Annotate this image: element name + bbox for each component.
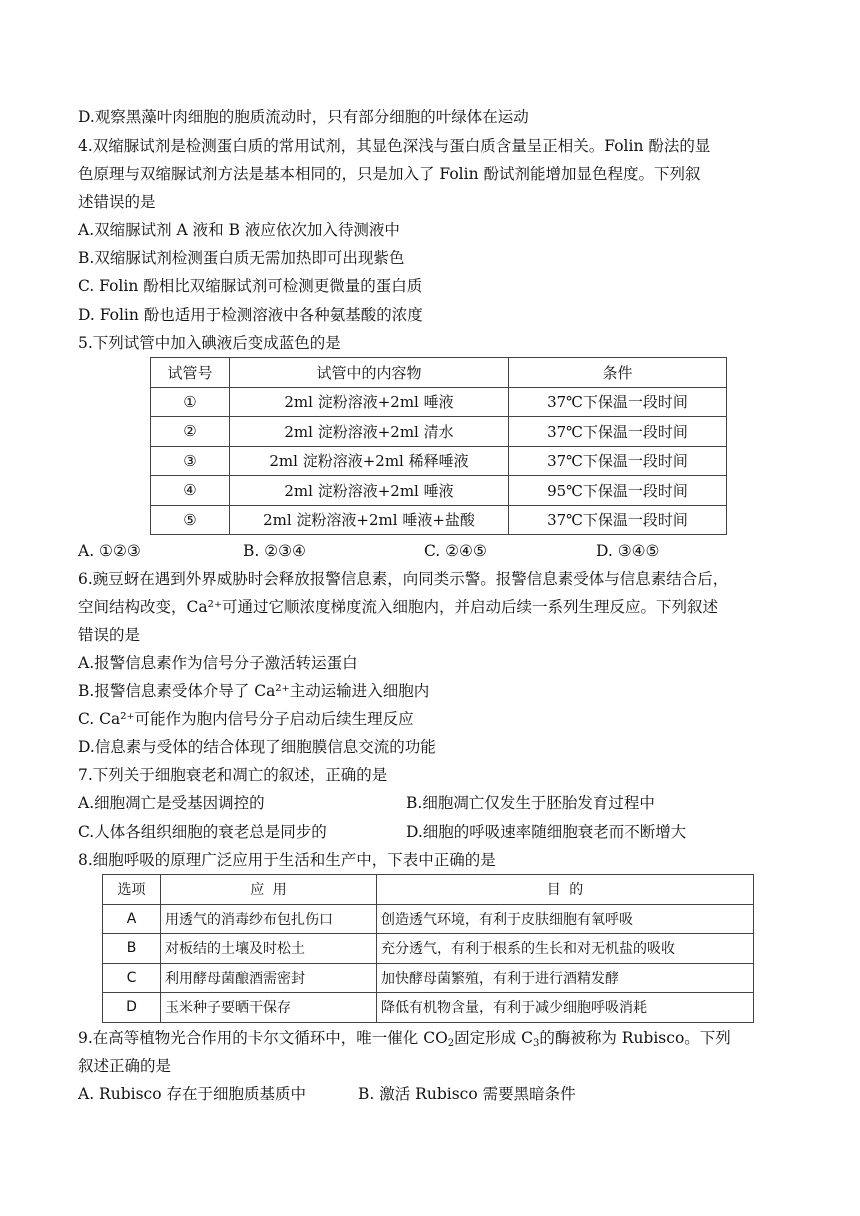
table-header: 选项 — [103, 875, 161, 905]
q7-option-c: C.人体各组织细胞的衰老总是同步的 — [78, 823, 327, 841]
subscript: 3 — [532, 1038, 540, 1049]
table-cell: ④ — [151, 476, 230, 506]
table-header-row — [103, 875, 754, 905]
q5-stem: 5.下列试管中加入碘液后变成蓝色的是 — [78, 334, 341, 352]
q3-option-d: D.观察黑藻叶肉细胞的胞质流动时，只有部分细胞的叶绿体在运动 — [78, 108, 529, 126]
q4-option-b: B.双缩脲试剂检测蛋白质无需加热即可出现紫色 — [78, 249, 405, 267]
table-cell: 95℃下保温一段时间 — [509, 476, 727, 506]
table-cell: 创造透气环境，有利于皮肤细胞有氧呼吸 — [377, 904, 754, 934]
q4-option-a: A.双缩脲试剂 A 液和 B 液应依次加入待测液中 — [78, 221, 400, 239]
q4-option-d: D. Folin 酚也适用于检测溶液中各种氨基酸的浓度 — [78, 306, 423, 324]
q6-option-b: B.报警信息素受体介导了 Ca²⁺主动运输进入细胞内 — [78, 682, 430, 700]
q9-option-b: B. 激活 Rubisco 需要黑暗条件 — [358, 1085, 576, 1103]
table-cell: 充分透气，有利于根系的生长和对无机盐的吸收 — [377, 934, 754, 964]
table-cell: 2ml 淀粉溶液+2ml 唾液 — [230, 387, 509, 417]
table-cell: ③ — [151, 446, 230, 476]
table-cell: 2ml 淀粉溶液+2ml 清水 — [230, 417, 509, 447]
table-row — [103, 904, 754, 934]
table-header: 目 的 — [377, 875, 754, 905]
q9-stem-line-2: 叙述正确的是 — [78, 1057, 172, 1075]
table-cell: 37℃下保温一段时间 — [509, 417, 727, 447]
table-row — [103, 993, 754, 1023]
table-cell: 利用酵母菌酿酒需密封 — [161, 963, 377, 993]
q4-stem-line-2: 色原理与双缩脲试剂方法是基本相同的，只是加入了 Folin 酚试剂能增加显色程度。下列叙 — [78, 165, 701, 183]
table-cell: 玉米种子要晒干保存 — [161, 993, 377, 1023]
q5-option-b: B. ②③④ — [243, 542, 306, 560]
table-row — [151, 446, 727, 476]
table-row — [151, 387, 727, 417]
q6-option-a: A.报警信息素作为信号分子激活转运蛋白 — [78, 654, 358, 672]
table-header-row — [151, 358, 727, 388]
table-cell: 2ml 淀粉溶液+2ml 唾液+盐酸 — [230, 505, 509, 535]
table-cell: 用透气的消毒纱布包扎伤口 — [161, 904, 377, 934]
q6-option-d: D.信息素与受体的结合体现了细胞膜信息交流的功能 — [78, 738, 436, 756]
table-cell: B — [103, 934, 161, 964]
subscript: 2 — [447, 1038, 455, 1049]
q9-stem-line-1 — [78, 1028, 731, 1054]
table-header: 条件 — [509, 358, 727, 388]
q9-text-part: 的酶被称为 Rubisco。下列 — [539, 1029, 731, 1047]
table-cell: C — [103, 963, 161, 993]
table-header: 试管号 — [151, 358, 230, 388]
q6-stem-line-3: 错误的是 — [78, 626, 141, 644]
table-cell: 37℃下保温一段时间 — [509, 387, 727, 417]
table-row — [103, 934, 754, 964]
q5-option-c: C. ②④⑤ — [424, 542, 487, 560]
table-cell: ⑤ — [151, 505, 230, 535]
table-cell: ① — [151, 387, 230, 417]
q7-stem: 7.下列关于细胞衰老和凋亡的叙述，正确的是 — [78, 766, 388, 784]
table-header: 应 用 — [161, 875, 377, 905]
q7-option-d: D.细胞的呼吸速率随细胞衰老而不断增大 — [406, 823, 687, 841]
table-cell: 降低有机物含量，有利于减少细胞呼吸消耗 — [377, 993, 754, 1023]
q8-stem: 8.细胞呼吸的原理广泛应用于生活和生产中，下表中正确的是 — [78, 851, 496, 869]
table-cell: ② — [151, 417, 230, 447]
q5-option-d: D. ③④⑤ — [596, 542, 660, 560]
table-header: 试管中的内容物 — [230, 358, 509, 388]
table-cell: 2ml 淀粉溶液+2ml 唾液 — [230, 476, 509, 506]
q4-option-c: C. Folin 酚相比双缩脲试剂可检测更微量的蛋白质 — [78, 277, 423, 295]
q7-option-a: A.细胞凋亡是受基因调控的 — [78, 794, 265, 812]
table-row — [151, 417, 727, 447]
q8-table — [102, 874, 754, 1023]
q4-stem-line-3: 述错误的是 — [78, 193, 156, 211]
q9-text-part: 9.在高等植物光合作用的卡尔文循环中，唯一催化 CO — [78, 1029, 448, 1047]
q7-option-b: B.细胞凋亡仅发生于胚胎发育过程中 — [406, 794, 655, 812]
table-cell: 37℃下保温一段时间 — [509, 446, 727, 476]
table-cell: 对板结的土壤及时松土 — [161, 934, 377, 964]
q6-option-c: C. Ca²⁺可能作为胞内信号分子启动后续生理反应 — [78, 710, 414, 728]
table-row — [151, 476, 727, 506]
q9-text-part: 固定形成 C — [454, 1029, 533, 1047]
table-cell: A — [103, 904, 161, 934]
q4-stem-line-1: 4.双缩脲试剂是检测蛋白质的常用试剂，其显色深浅与蛋白质含量呈正相关。Folin 酚法的显 — [78, 137, 711, 155]
q5-option-a: A. ①②③ — [78, 542, 141, 560]
table-cell: 37℃下保温一段时间 — [509, 505, 727, 535]
table-cell: D — [103, 993, 161, 1023]
q6-stem-line-1: 6.豌豆蚜在遇到外界威胁时会释放报警信息素，向同类示警。报警信息素受体与信息素结合后， — [78, 570, 729, 588]
table-cell: 2ml 淀粉溶液+2ml 稀释唾液 — [230, 446, 509, 476]
q6-stem-line-2: 空间结构改变，Ca²⁺可通过它顺浓度梯度流入细胞内，并启动后续一系列生理反应。下列叙述 — [78, 598, 718, 616]
table-row — [103, 963, 754, 993]
q5-table — [150, 357, 727, 535]
table-row — [151, 505, 727, 535]
table-cell: 加快酵母菌繁殖，有利于进行酒精发酵 — [377, 963, 754, 993]
q9-option-a: A. Rubisco 存在于细胞质基质中 — [78, 1085, 306, 1103]
